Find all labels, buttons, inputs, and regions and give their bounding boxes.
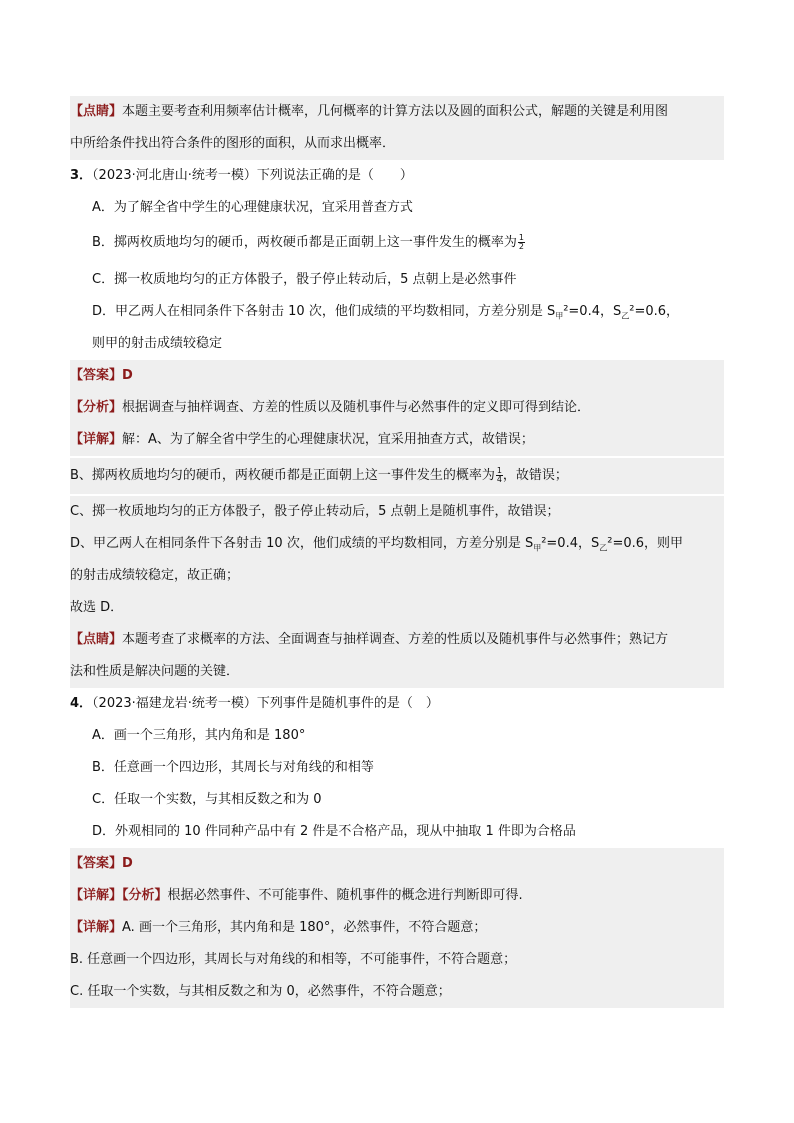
subscript-jia: 甲 <box>533 543 542 553</box>
comment-tag: 【点睛】 <box>70 632 123 647</box>
question-3-comment-1 <box>70 624 724 656</box>
question-3-answer <box>70 360 724 392</box>
question-4-option-c: C．任取一个实数，与其相反数之和为 0 <box>92 792 322 807</box>
question-3-detail-c: C、掷一枚质地均匀的正方体骰子，骰子停止转动后，5 点朝上是随机事件，故错误； <box>70 496 724 528</box>
fraction-numerator: 1 <box>518 233 524 242</box>
intro-comment-line-2 <box>70 128 724 160</box>
intro-comment-line-1 <box>70 96 724 128</box>
question-3-comment-2: 法和性质是解决问题的关键． <box>70 656 724 688</box>
analysis-text: 根据必然事件、不可能事件、随机事件的概念进行判断即可得. <box>167 888 523 903</box>
question-4-detail-b: B. 任意画一个四边形，其周长与对角线的和相等，不可能事件，不符合题意； <box>70 944 724 976</box>
question-3-option-c: C．掷一枚质地均匀的正方体骰子，骰子停止转动后，5 点朝上是必然事件 <box>92 272 517 287</box>
detail-b-end: ，故错误； <box>502 468 568 483</box>
question-3-detail-b <box>70 458 724 494</box>
subscript-yi: 乙 <box>599 543 608 553</box>
question-4-source: （2023·福建龙岩·统考一模） <box>92 696 257 711</box>
fraction-numerator: 1 <box>496 466 502 475</box>
detail-b-text: B、掷两枚质地均匀的硬币，两枚硬币都是正面朝上这一事件发生的概率为 <box>70 468 495 483</box>
question-3-detail-a <box>70 424 724 456</box>
question-3-analysis <box>70 392 724 424</box>
question-3-conclusion: 故选 D． <box>70 592 724 624</box>
question-3-option-a: A．为了解全省中学生的心理健康状况，宜采用普查方式 <box>92 200 413 215</box>
subscript-yi: 乙 <box>621 311 630 321</box>
question-3-stem-text: 下列说法正确的是（ ） <box>256 168 413 183</box>
intro-comment-text-1: 本题主要考查利用频率估计概率，几何概率的计算方法以及圆的面积公式，解题的关键是利用图 <box>122 104 669 119</box>
fraction-one-half <box>518 234 525 251</box>
detail-d-mid: ²=0.4，S <box>541 536 600 551</box>
detail-a-text: A. 画一个三角形，其内角和是 180°，必然事件，不符合题意； <box>122 920 487 935</box>
fraction-denominator: 4 <box>496 475 502 484</box>
question-4-option-b: B．任意画一个四边形，其周长与对角线的和相等 <box>92 760 374 775</box>
answer-value: D <box>122 856 133 871</box>
question-4-option-d: D．外观相同的 10 件同种产品中有 2 件是不合格产品，现从中抽取 1 件即为合格品 <box>92 824 576 839</box>
option-d-end: ²=0.6， <box>629 304 680 319</box>
question-4-detail-c: C. 任取一个实数，与其相反数之和为 0，必然事件，不符合题意； <box>70 976 724 1008</box>
answer-value: D <box>122 368 133 383</box>
question-4-answer <box>70 848 724 880</box>
question-3-option-d-cont: 则甲的射击成绩较稳定 <box>92 336 223 351</box>
detail-d-end: ²=0.6，则甲 <box>607 536 684 551</box>
answer-tag: 【答案】 <box>70 368 123 383</box>
question-3-option-b <box>92 227 724 259</box>
question-4-stem-text: 下列事件是随机事件的是（ ） <box>256 696 439 711</box>
question-3-number: 3． <box>70 168 93 183</box>
subscript-jia: 甲 <box>555 311 564 321</box>
comment-text-1: 本题考查了求概率的方法、全面调查与抽样调查、方差的性质以及随机事件与必然事件；熟记方 <box>122 632 669 647</box>
question-3-option-d <box>92 296 724 328</box>
question-4-number: 4． <box>70 696 93 711</box>
option-d-text: D．甲乙两人在相同条件下各射击 10 次，他们成绩的平均数相同，方差分别是 S <box>92 304 556 319</box>
option-b-text: B．掷两枚质地均匀的硬币，两枚硬币都是正面朝上这一事件发生的概率为 <box>92 235 517 250</box>
option-d-mid: ²=0.4，S <box>563 304 622 319</box>
question-3-detail-d-cont: 的射击成绩较稳定，故正确； <box>70 560 724 592</box>
question-4-detail-a <box>70 912 724 944</box>
detail-tag: 【详解】 <box>70 920 123 935</box>
question-3-stem <box>70 160 724 192</box>
fraction-one-quarter <box>496 467 503 484</box>
detail-tag: 【详解】 <box>70 432 123 447</box>
detail-d-text: D、甲乙两人在相同条件下各射击 10 次，他们成绩的平均数相同，方差分别是 S <box>70 536 534 551</box>
detail-analysis-tag: 【详解】【分析】 <box>70 888 168 903</box>
answer-tag: 【答案】 <box>70 856 123 871</box>
analysis-text: 根据调查与抽样调查、方差的性质以及随机事件与必然事件的定义即可得到结论． <box>122 400 591 415</box>
comment-tag: 【点睛】 <box>70 104 123 119</box>
intro-comment-text-2: 中所给条件找出符合条件的图形的面积，从而求出概率． <box>70 136 396 151</box>
question-4-option-a: A．画一个三角形，其内角和是 180° <box>92 728 306 743</box>
question-3-source: （2023·河北唐山·统考一模） <box>92 168 257 183</box>
question-4-analysis <box>70 880 724 912</box>
question-4-stem <box>70 688 724 720</box>
fraction-denominator: 2 <box>518 242 524 251</box>
detail-a-text: 解：A、为了解全省中学生的心理健康状况，宜采用抽查方式，故错误； <box>122 432 534 447</box>
question-3-detail-d <box>70 528 724 560</box>
analysis-tag: 【分析】 <box>70 400 123 415</box>
